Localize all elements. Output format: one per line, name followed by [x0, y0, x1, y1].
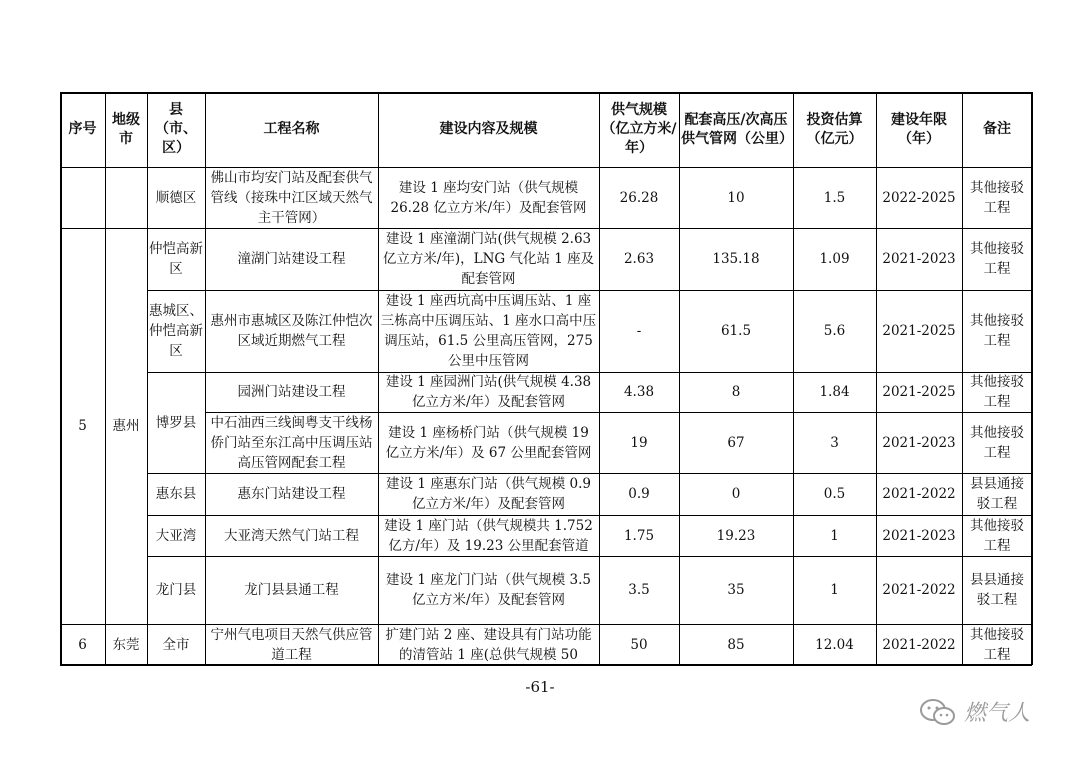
row-project: 惠东门站建设工程 [237, 486, 346, 502]
row-content: 建设 1 座西坑高中压调压站、1 座三栋高中压调压站、1 座水口高中压调压站，61.5 公里高压管网，275 公里中压管网 [380, 293, 597, 369]
row-invest: 1 [830, 527, 839, 544]
row-period: 2021-2022 [882, 582, 956, 598]
header-project: 工程名称 [263, 121, 320, 137]
col-divider [599, 92, 600, 665]
row-supply: 50 [630, 636, 648, 653]
row-period: 2021-2022 [882, 636, 956, 653]
row-project: 大亚湾天然气门站工程 [224, 527, 359, 544]
row-project: 园洲门站建设工程 [237, 384, 346, 400]
row-content: 建设 1 座龙门门站（供气规模 3.5 亿立方米/年）及配套管网 [386, 572, 591, 608]
row-project: 潼湖门站建设工程 [237, 251, 346, 267]
row-project: 中石油西三线闽粤支干线杨侨门站至东江高中压调压站高压管网配套工程 [210, 414, 373, 471]
row-period: 2021-2025 [882, 323, 956, 339]
row-note: 其他接驳工程 [970, 424, 1024, 461]
row-content: 建设 1 座均安门站（供气规模 26.28 亿立方米/年）及配套管网 [390, 179, 587, 216]
row-divider [147, 473, 1032, 474]
row-content: 建设 1 座门站（供气规模共 1.752 亿方/年）及 19.23 公里配套管道 [384, 517, 593, 554]
row-pipe: 61.5 [720, 323, 752, 339]
row-county: 仲恺高新区 [149, 241, 203, 277]
row-period: 2021-2023 [882, 434, 956, 451]
header-city: 地级市 [112, 111, 140, 147]
row-county: 惠东县 [155, 486, 197, 502]
header-content: 建设内容及规模 [439, 121, 538, 137]
row-supply: 1.75 [623, 527, 655, 544]
row-county: 顺德区 [155, 189, 197, 206]
col-divider [962, 92, 963, 665]
row-note: 其他接驳工程 [970, 179, 1024, 216]
table-border-left [60, 92, 62, 665]
header-county: 县（市、区） [155, 102, 197, 156]
row-invest: 3 [830, 434, 839, 451]
row-period: 2021-2023 [882, 251, 956, 267]
row-pipe: 19.23 [716, 527, 756, 544]
row-supply: 3.5 [628, 582, 650, 598]
row-note: 其他接驳工程 [970, 626, 1024, 663]
group-seq: 5 [78, 418, 87, 434]
row-invest: 12.04 [815, 636, 854, 653]
wechat-icon [918, 697, 958, 727]
row-divider [147, 290, 1032, 291]
row-county: 大亚湾 [155, 527, 197, 544]
row-invest: 1 [830, 582, 839, 598]
group-seq: 6 [78, 636, 87, 653]
row-content: 扩建门站 2 座、建设具有门站功能的清管站 1 座(总供气规模 50 [385, 627, 592, 663]
table-border-right [1031, 92, 1033, 665]
row-period: 2021-2022 [882, 486, 956, 502]
row-pipe: 67 [727, 434, 745, 451]
row-county: 博罗县 [155, 414, 197, 431]
row-content: 建设 1 座潼湖门站(供气规模 2.63 亿立方米/年)，LNG 气化站 1 座及配套管网 [382, 231, 595, 287]
row-county: 龙门县 [155, 582, 197, 598]
row-divider [147, 515, 1032, 516]
header-period: 建设年限（年） [891, 111, 947, 147]
col-divider [793, 92, 794, 665]
header-pipe: 配套高压/次高压供气管网（公里） [681, 111, 793, 147]
header-invest: 投资估算（亿元） [806, 111, 863, 147]
row-pipe: 135.18 [712, 251, 760, 267]
row-note: 县县通接驳工程 [970, 572, 1024, 608]
row-note: 其他接驳工程 [970, 241, 1024, 277]
header-seq: 序号 [68, 121, 97, 137]
row-project: 佛山市均安门站及配套供气管线（接珠中江区域天然气主干管网） [210, 169, 373, 226]
header-note: 备注 [983, 121, 1011, 137]
row-project: 宁州气电项目天然气供应管道工程 [210, 626, 373, 663]
row-supply: 0.9 [628, 486, 650, 502]
row-period: 2022-2025 [882, 189, 956, 206]
row-content: 建设 1 座园洲门站(供气规模 4.38 亿立方米/年）及配套管网 [385, 374, 592, 410]
group-city [105, 167, 147, 228]
row-project: 龙门县县通工程 [244, 582, 339, 598]
row-supply: 4.38 [623, 384, 655, 400]
row-invest: 1.5 [823, 189, 846, 206]
row-pipe: 8 [731, 384, 741, 400]
row-invest: 5.6 [823, 323, 846, 339]
row-period: 2021-2023 [882, 527, 956, 544]
row-divider [147, 556, 1032, 557]
header-supply: 供气规模（亿立方米/年） [601, 102, 677, 156]
row-divider [60, 228, 1032, 229]
page-number: -61- [525, 678, 555, 696]
row-invest: 0.5 [823, 486, 846, 502]
row-divider [205, 412, 1032, 413]
row-note: 县县通接驳工程 [970, 476, 1024, 512]
watermark [918, 696, 1030, 727]
row-county: 惠城区、仲恺高新区 [149, 303, 203, 359]
row-note: 其他接驳工程 [970, 374, 1024, 410]
row-period: 2021-2025 [882, 384, 956, 400]
row-pipe: 10 [727, 189, 745, 206]
row-supply: 2.63 [623, 251, 655, 267]
row-pipe: 85 [727, 636, 745, 653]
col-divider [105, 92, 106, 665]
row-supply: 26.28 [619, 189, 659, 206]
row-divider [60, 624, 1032, 625]
col-divider [147, 92, 148, 665]
col-divider [205, 92, 206, 665]
row-supply: 19 [630, 434, 648, 451]
group-seq [60, 167, 105, 228]
row-invest: 1.09 [819, 251, 850, 267]
col-divider [679, 92, 680, 665]
row-content: 建设 1 座惠东门站（供气规模 0.9 亿立方米/年）及配套管网 [386, 476, 591, 512]
row-supply: - [636, 323, 642, 339]
row-note: 其他接驳工程 [970, 313, 1024, 349]
row-divider [147, 372, 1032, 373]
row-invest: 1.84 [819, 384, 850, 400]
group-city: 东莞 [112, 636, 140, 653]
col-divider [876, 92, 877, 665]
row-note: 其他接驳工程 [970, 517, 1024, 554]
row-pipe: 35 [727, 582, 745, 598]
row-project: 惠州市惠城区及陈江仲恺次区域近期燃气工程 [210, 313, 373, 349]
watermark-text: 燃气人 [964, 701, 1031, 726]
project-table [60, 92, 1032, 665]
group-city: 惠州 [112, 418, 140, 434]
row-county: 全市 [162, 636, 190, 653]
row-pipe: 0 [731, 486, 741, 502]
row-content: 建设 1 座杨桥门站（供气规模 19 亿立方米/年）及 67 公里配套管网 [385, 424, 592, 461]
col-divider [378, 92, 379, 665]
row-divider [60, 167, 1032, 168]
